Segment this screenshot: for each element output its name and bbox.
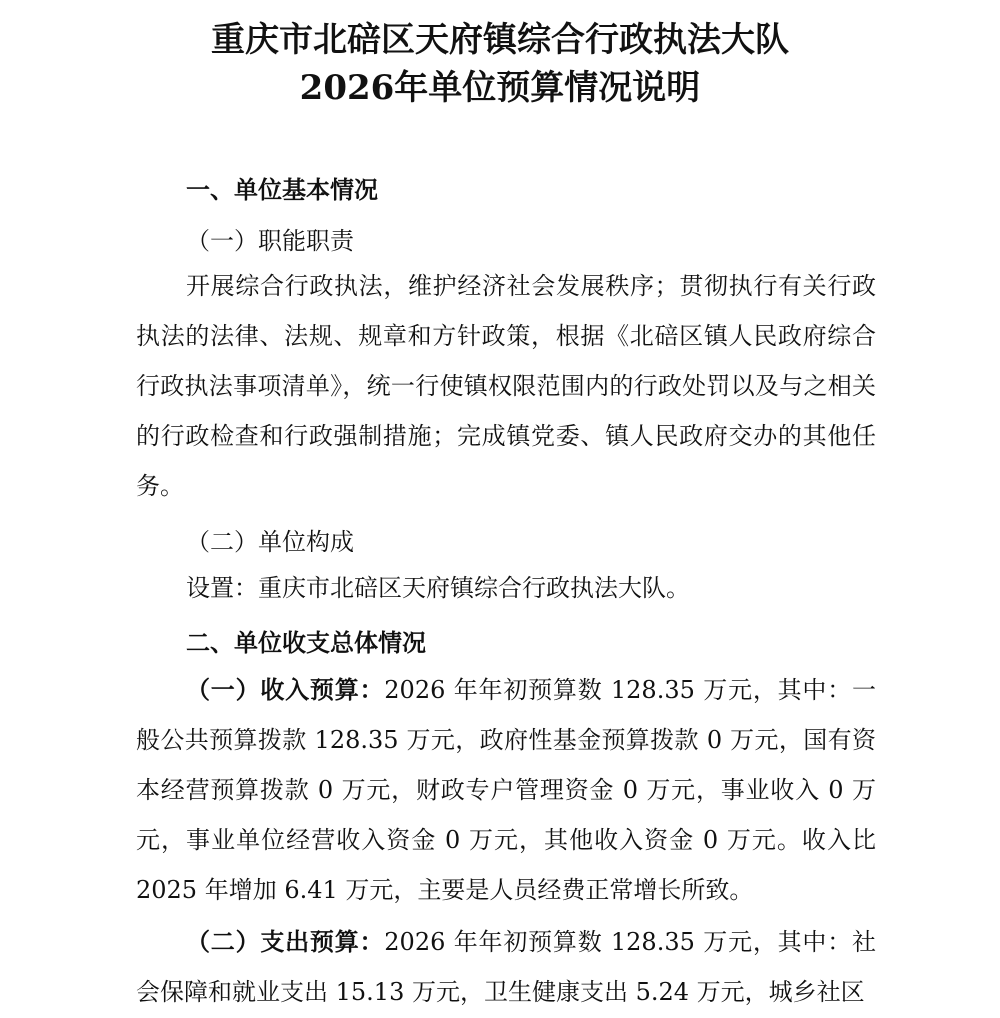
- income-text: 2026 年年初预算数 128.35 万元，其中：一般公共预算拨款 128.35 万元，政府性基金预算拨款 0 万元，国有资本经营预算拨款 0 万元，财政专户管理资金 0 万元，事业收入 0 万元，事业单位经营收入资金 0 万元，其他收入资金 0 万元。收入比 2025 年增加 6.41 万元，主要是人员经费正常增长所致。: [136, 676, 876, 904]
- duties-paragraph: 开展综合行政执法，维护经济社会发展秩序；贯彻执行有关行政执法的法律、法规、规章和方针政策，根据《北碚区镇人民政府综合行政执法事项清单》，统一行使镇权限范围内的行政处罚以及与之相关的行政检查和行政强制措施；完成镇党委、镇人民政府交办的其他任务。: [136, 272, 876, 500]
- section1-sub2-heading: （二）单位构成: [186, 528, 354, 556]
- expense-label: （二）支出预算：: [186, 927, 385, 956]
- expense-text: 2026 年年初预算数 128.35 万元，其中：社会保障和就业支出 15.13 万元，卫生健康支出 5.24 万元，城乡社区: [136, 928, 876, 1006]
- section2-heading: 二、单位收支总体情况: [186, 628, 426, 657]
- structure-paragraph: 设置：重庆市北碚区天府镇综合行政执法大队。: [186, 574, 690, 602]
- doc-title-line2: 2026年单位预算情况说明: [299, 68, 701, 108]
- section1-sub1-heading: （一）职能职责: [186, 227, 354, 255]
- doc-title-line1: 重庆市北碚区天府镇综合行政执法大队: [211, 20, 789, 60]
- section1-heading: 一、单位基本情况: [186, 175, 378, 204]
- income-label: （一）收入预算：: [186, 675, 385, 704]
- expense-paragraph: [136, 917, 876, 1017]
- income-paragraph: [136, 665, 876, 915]
